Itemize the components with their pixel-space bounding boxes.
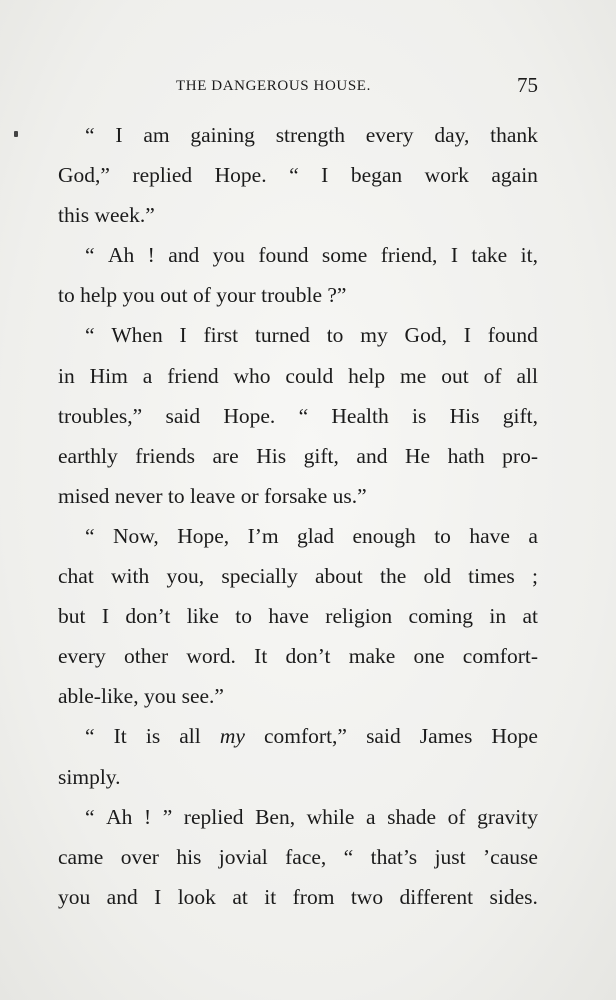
text-line: in Him a friend who could help me out of all xyxy=(58,363,538,388)
page-header xyxy=(0,74,616,100)
text-line: this week.” xyxy=(58,203,155,228)
text-line: “ Ah ! ” replied Ben, while a shade of gravity xyxy=(85,804,538,829)
text-line: mised never to leave or forsake us.” xyxy=(58,483,367,508)
text-line: to help you out of your trouble ?” xyxy=(58,283,347,308)
text-line: “ It is all my comfort,” said James Hope xyxy=(85,724,538,749)
text-line: “ Now, Hope, I’m glad enough to have a xyxy=(85,523,538,548)
running-head: THE DANGEROUS HOUSE. xyxy=(176,78,371,94)
text-line: earthly friends are His gift, and He hath pro- xyxy=(58,443,538,468)
text-line: but I don’t like to have religion coming in at xyxy=(58,604,538,629)
text-line: “ I am gaining strength every day, thank xyxy=(85,123,538,147)
text-line: every other word. It don’t make one comfort- xyxy=(58,644,538,669)
text-line: came over his jovial face, “ that’s just ’cause xyxy=(58,844,538,869)
body-text xyxy=(58,118,538,920)
text-line: chat with you, specially about the old times ; xyxy=(58,564,538,589)
text-line: simply. xyxy=(58,764,121,789)
text-line: God,” replied Hope. “ I began work again xyxy=(58,163,538,188)
text-line: “ When I first turned to my God, I found xyxy=(85,323,538,348)
margin-mark xyxy=(14,131,18,137)
text-line: able-like, you see.” xyxy=(58,684,224,709)
text-line: you and I look at it from two different sides. xyxy=(58,884,538,909)
page-number: 75 xyxy=(517,73,538,97)
text-line: “ Ah ! and you found some friend, I take it, xyxy=(85,243,538,268)
text-line: troubles,” said Hope. “ Health is His gift, xyxy=(58,403,538,428)
